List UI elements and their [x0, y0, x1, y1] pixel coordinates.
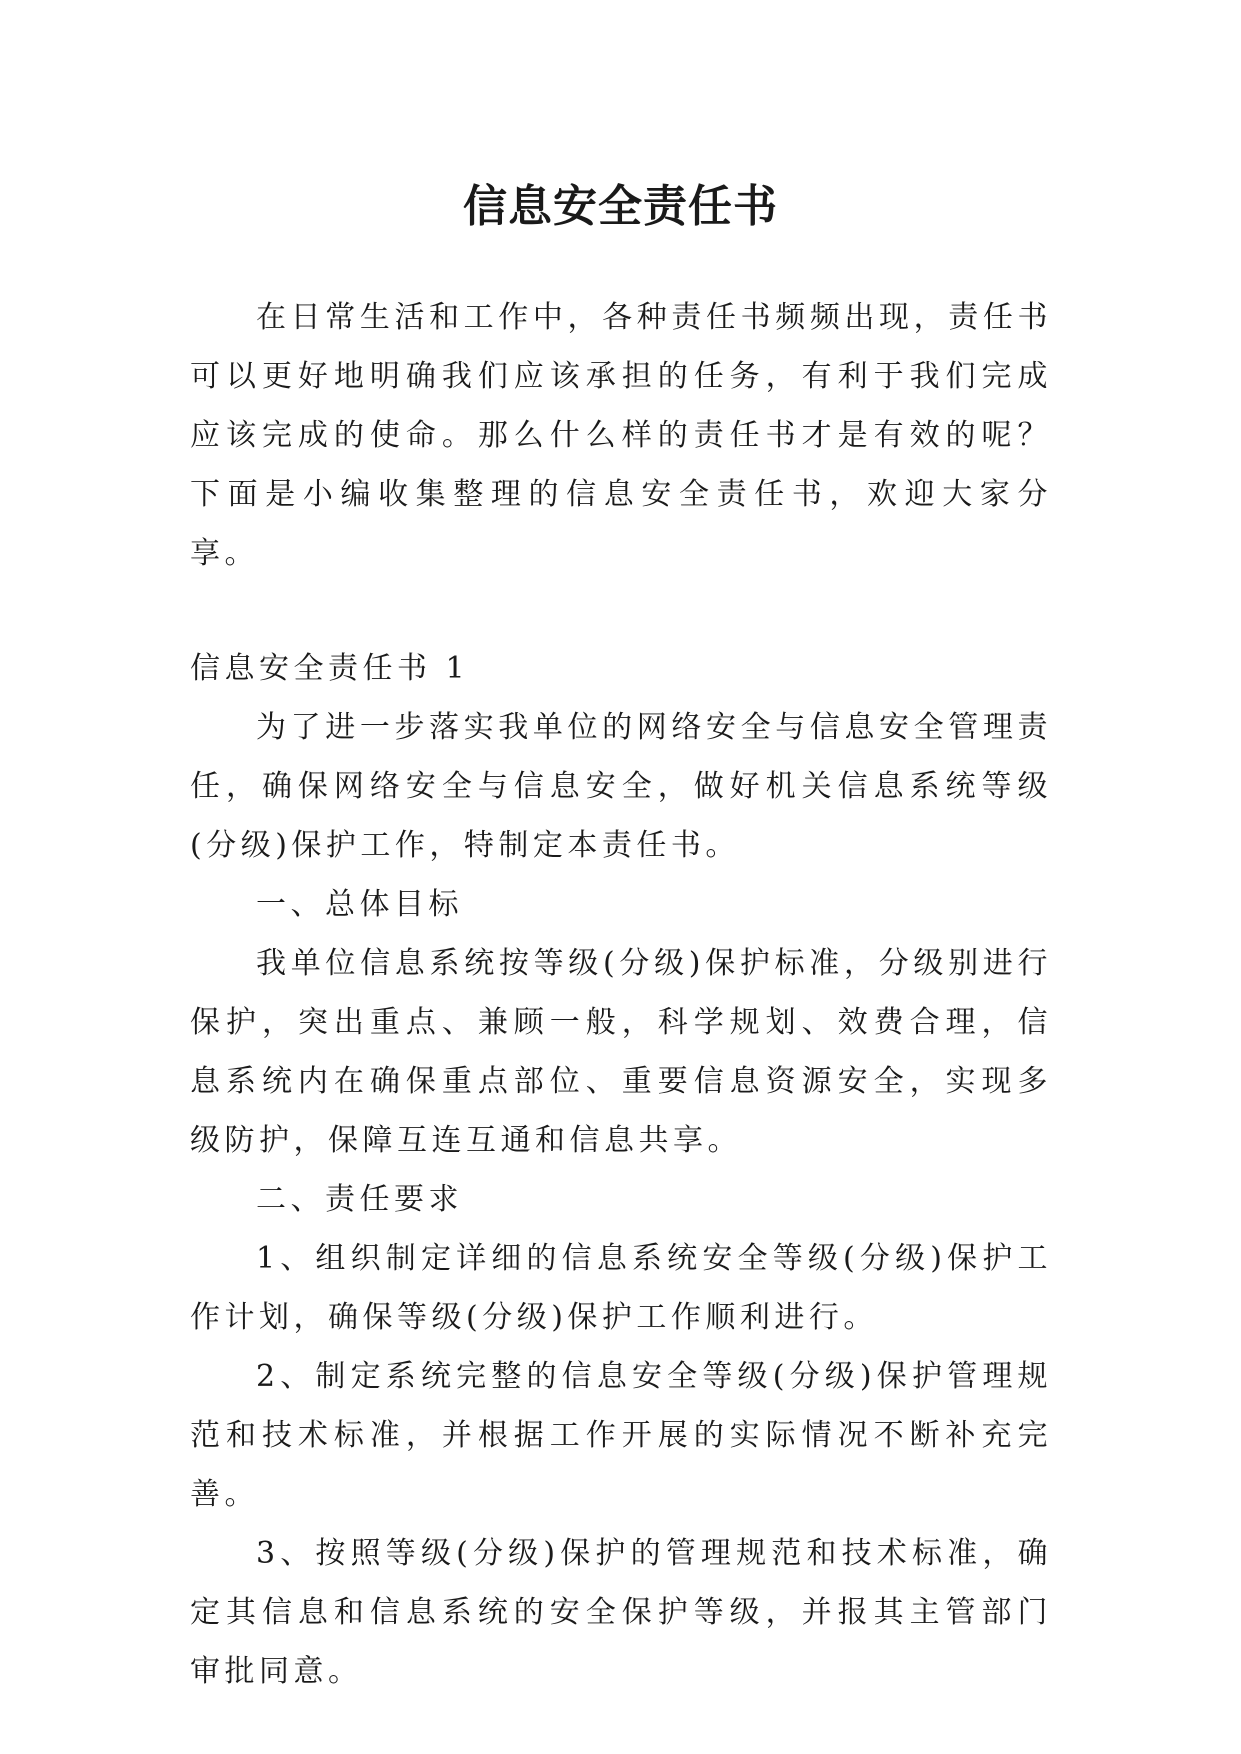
list-item: 3、按照等级(分级)保护的管理规范和技术标准，确定其信息和信息系统的安全保护等级，并报其主管部门审批同意。 — [190, 1536, 1052, 1689]
body-paragraph: 为了进一步落实我单位的网络安全与信息安全管理责任，确保网络安全与信息安全，做好机关信息系统等级(分级)保护工作，特制定本责任书。 — [190, 710, 1052, 863]
section-heading: 信息安全责任书 1 — [190, 651, 470, 686]
body-paragraph: 我单位信息系统按等级(分级)保护标准，分级别进行保护，突出重点、兼顾一般，科学规划、效费合理，信息系统内在确保重点部位、重要信息资源安全，实现多级防护，保障互连互通和信息共享。 — [190, 946, 1052, 1158]
document-body — [190, 288, 1052, 1701]
document-title: 信息安全责任书 — [463, 181, 778, 233]
list-item: 2、制定系统完整的信息安全等级(分级)保护管理规范和技术标准，并根据工作开展的实际情况不断补充完善。 — [190, 1359, 1052, 1512]
subheading-responsibility: 二、责任要求 — [256, 1182, 463, 1217]
subheading-overall-goal: 一、总体目标 — [256, 887, 463, 922]
list-item: 1、组织制定详细的信息系统安全等级(分级)保护工作计划，确保等级(分级)保护工作顺利进行。 — [190, 1241, 1052, 1335]
intro-paragraph: 在日常生活和工作中，各种责任书频频出现，责任书可以更好地明确我们应该承担的任务，有利于我们完成应该完成的使命。那么什么样的责任书才是有效的呢？下面是小编收集整理的信息安全责任书，欢迎大家分享。 — [190, 300, 1052, 571]
